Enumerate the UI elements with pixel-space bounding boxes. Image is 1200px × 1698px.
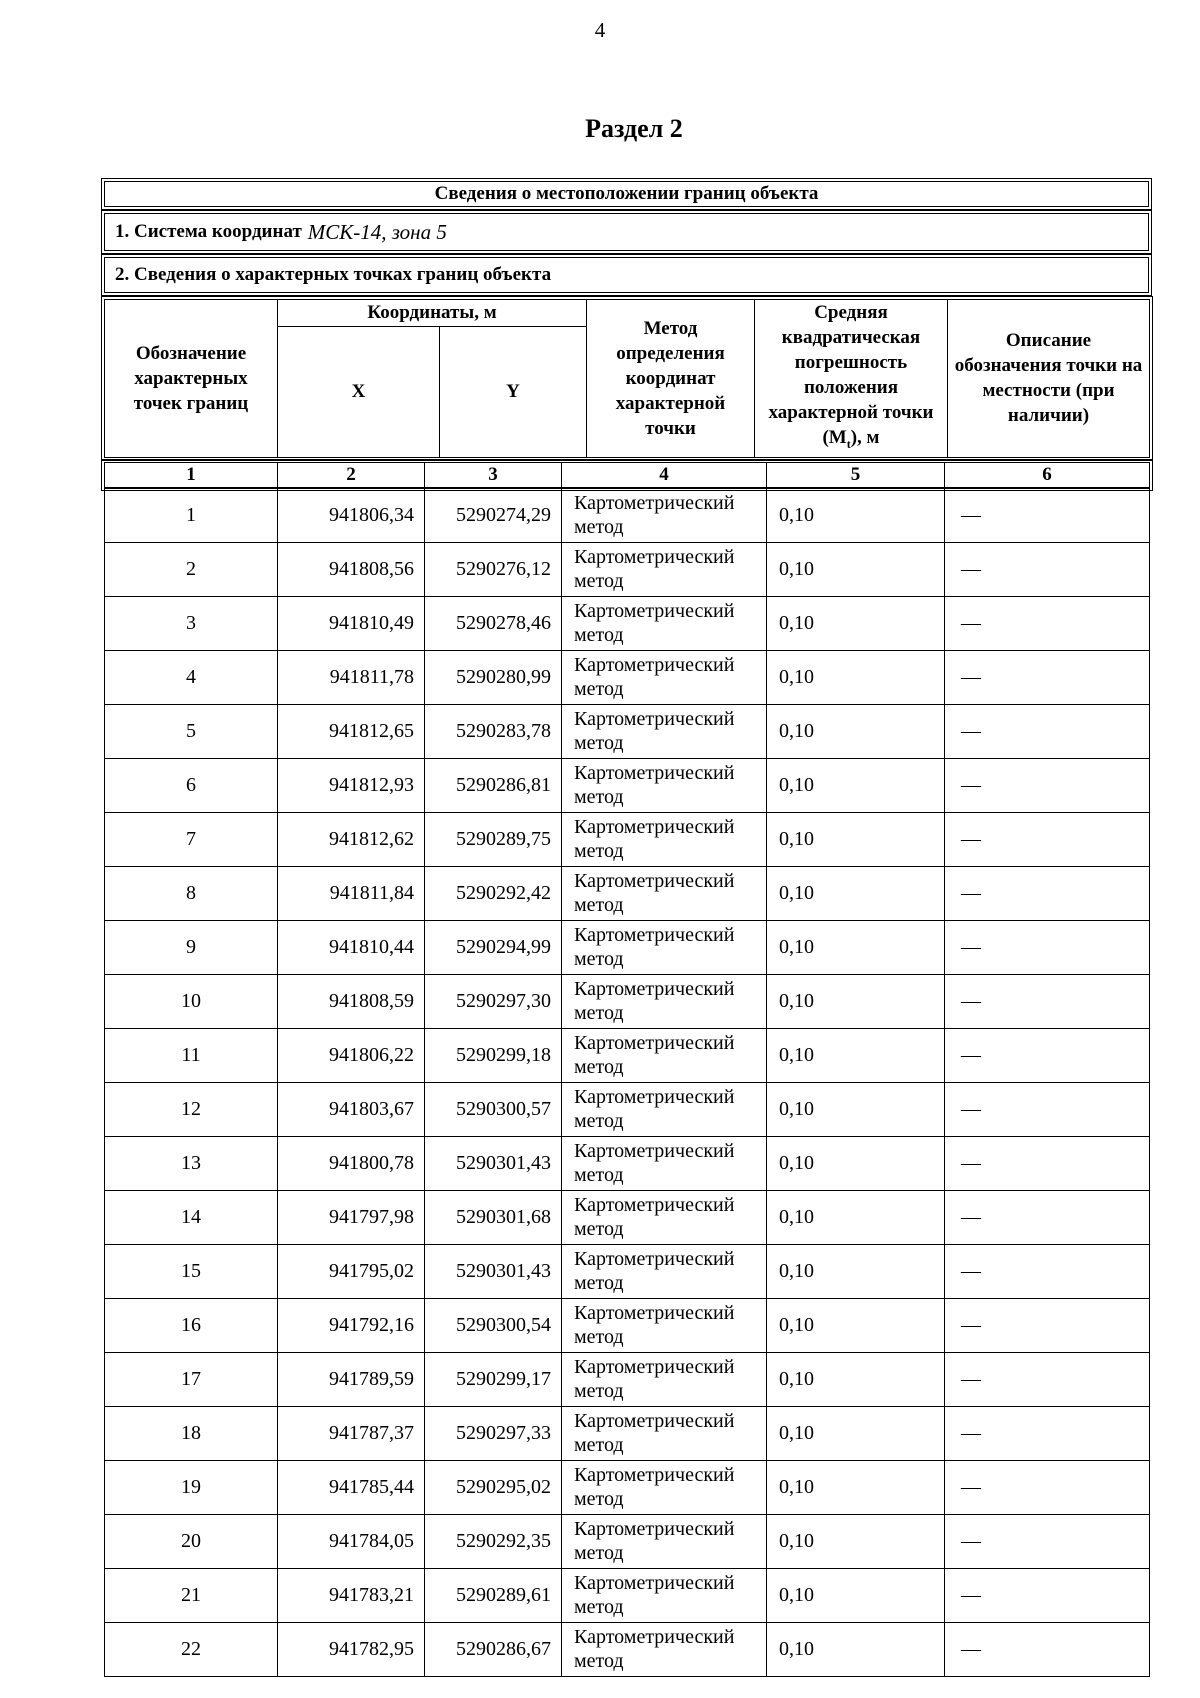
- section-title: Раздел 2: [585, 114, 683, 143]
- x-coordinate-cell: 941806,22: [278, 1028, 425, 1082]
- description-cell: —: [945, 1244, 1150, 1298]
- description-cell: —: [945, 1028, 1150, 1082]
- point-id-cell: 21: [105, 1568, 278, 1622]
- table-row: [105, 704, 1150, 758]
- column-number: 4: [562, 462, 767, 487]
- point-id-cell: 10: [105, 974, 278, 1028]
- x-coordinate-cell: 941803,67: [278, 1082, 425, 1136]
- error-cell: 0,10: [767, 1136, 945, 1190]
- y-coordinate-cell: 5290299,17: [425, 1352, 562, 1406]
- y-coordinate-cell: 5290289,75: [425, 812, 562, 866]
- error-cell: 0,10: [767, 596, 945, 650]
- point-id-cell: 19: [105, 1460, 278, 1514]
- x-coordinate-cell: 941782,95: [278, 1622, 425, 1676]
- description-cell: —: [945, 650, 1150, 704]
- point-id-cell: 17: [105, 1352, 278, 1406]
- method-cell: Картометрический метод: [562, 1190, 767, 1244]
- method-cell: Картометрический метод: [562, 1406, 767, 1460]
- table-row: [105, 1406, 1150, 1460]
- error-cell: 0,10: [767, 974, 945, 1028]
- description-cell: —: [945, 704, 1150, 758]
- method-cell: Картометрический метод: [562, 542, 767, 596]
- point-id-cell: 8: [105, 866, 278, 920]
- column-number: 5: [767, 462, 945, 487]
- method-cell: Картометрический метод: [562, 1568, 767, 1622]
- point-id-cell: 7: [105, 812, 278, 866]
- error-cell: 0,10: [767, 704, 945, 758]
- method-cell: Картометрический метод: [562, 1244, 767, 1298]
- point-id-cell: 20: [105, 1514, 278, 1568]
- method-cell: Картометрический метод: [562, 1622, 767, 1676]
- table-row: [105, 920, 1150, 974]
- x-coordinate-cell: 941787,37: [278, 1406, 425, 1460]
- table-row: [105, 1190, 1150, 1244]
- y-coordinate-cell: 5290286,81: [425, 758, 562, 812]
- method-cell: Картометрический метод: [562, 1298, 767, 1352]
- point-id-cell: 12: [105, 1082, 278, 1136]
- table-row: [105, 1028, 1150, 1082]
- method-cell: Картометрический метод: [562, 812, 767, 866]
- point-id-cell: 11: [105, 1028, 278, 1082]
- error-cell: 0,10: [767, 1352, 945, 1406]
- table-row: [105, 1082, 1150, 1136]
- page-number: 4: [594, 18, 606, 42]
- point-id-cell: 18: [105, 1406, 278, 1460]
- description-cell: —: [945, 1298, 1150, 1352]
- method-cell: Картометрический метод: [562, 1082, 767, 1136]
- method-cell: Картометрический метод: [562, 974, 767, 1028]
- header-x: X: [278, 326, 440, 457]
- point-id-cell: 22: [105, 1622, 278, 1676]
- x-coordinate-cell: 941812,65: [278, 704, 425, 758]
- x-coordinate-cell: 941789,59: [278, 1352, 425, 1406]
- error-cell: 0,10: [767, 812, 945, 866]
- error-cell: 0,10: [767, 1298, 945, 1352]
- header-error-text: Средняя квадратическая погрешность положения характерной точки (M: [768, 302, 934, 448]
- y-coordinate-cell: 5290300,57: [425, 1082, 562, 1136]
- points-title: 2. Сведения о характерных точках границ объекта: [104, 257, 1149, 293]
- table-row: [105, 1514, 1150, 1568]
- error-cell: 0,10: [767, 1028, 945, 1082]
- y-coordinate-cell: 5290292,35: [425, 1514, 562, 1568]
- y-coordinate-cell: 5290286,67: [425, 1622, 562, 1676]
- table-row: [105, 1298, 1150, 1352]
- method-cell: Картометрический метод: [562, 920, 767, 974]
- column-number: 6: [945, 462, 1150, 487]
- description-cell: —: [945, 542, 1150, 596]
- table-row: [105, 758, 1150, 812]
- y-coordinate-cell: 5290292,42: [425, 866, 562, 920]
- description-cell: —: [945, 920, 1150, 974]
- point-id-cell: 3: [105, 596, 278, 650]
- description-cell: —: [945, 866, 1150, 920]
- error-cell: 0,10: [767, 1082, 945, 1136]
- y-coordinate-cell: 5290297,30: [425, 974, 562, 1028]
- description-cell: —: [945, 758, 1150, 812]
- table-row: [105, 650, 1150, 704]
- error-cell: 0,10: [767, 1514, 945, 1568]
- error-cell: 0,10: [767, 758, 945, 812]
- error-cell: 0,10: [767, 1190, 945, 1244]
- error-cell: 0,10: [767, 1460, 945, 1514]
- y-coordinate-cell: 5290301,43: [425, 1136, 562, 1190]
- x-coordinate-cell: 941795,02: [278, 1244, 425, 1298]
- point-id-cell: 14: [105, 1190, 278, 1244]
- table-row: [105, 1244, 1150, 1298]
- coordinate-system-value: МСК-14, зона 5: [307, 219, 447, 244]
- error-cell: 0,10: [767, 650, 945, 704]
- description-cell: —: [945, 1406, 1150, 1460]
- column-number: 3: [425, 462, 562, 487]
- header-method: Метод определения координат характерной точки: [587, 300, 755, 458]
- header-y: Y: [440, 326, 587, 457]
- error-cell: 0,10: [767, 1568, 945, 1622]
- description-cell: —: [945, 1460, 1150, 1514]
- header-error-subscript: t: [846, 436, 851, 451]
- description-cell: —: [945, 1514, 1150, 1568]
- table-row: [105, 1568, 1150, 1622]
- error-cell: 0,10: [767, 1622, 945, 1676]
- table-row: [105, 596, 1150, 650]
- error-cell: 0,10: [767, 1244, 945, 1298]
- x-coordinate-cell: 941808,56: [278, 542, 425, 596]
- y-coordinate-cell: 5290283,78: [425, 704, 562, 758]
- description-cell: —: [945, 974, 1150, 1028]
- table-row: [105, 866, 1150, 920]
- table-row: [105, 1352, 1150, 1406]
- header-description: Описание обозначения точки на местности (при наличии): [948, 300, 1150, 458]
- x-coordinate-cell: 941792,16: [278, 1298, 425, 1352]
- method-cell: Картометрический метод: [562, 866, 767, 920]
- table-title: Сведения о местоположении границ объекта: [104, 181, 1149, 207]
- table-row: [105, 488, 1150, 542]
- description-cell: —: [945, 1568, 1150, 1622]
- method-cell: Картометрический метод: [562, 1352, 767, 1406]
- header-error-tail: ), м: [850, 427, 880, 448]
- description-cell: —: [945, 1190, 1150, 1244]
- x-coordinate-cell: 941811,84: [278, 866, 425, 920]
- x-coordinate-cell: 941800,78: [278, 1136, 425, 1190]
- column-number-row: [104, 462, 1150, 488]
- y-coordinate-cell: 5290300,54: [425, 1298, 562, 1352]
- method-cell: Картометрический метод: [562, 488, 767, 542]
- x-coordinate-cell: 941812,62: [278, 812, 425, 866]
- x-coordinate-cell: 941783,21: [278, 1568, 425, 1622]
- point-id-cell: 4: [105, 650, 278, 704]
- column-header-table: [104, 299, 1150, 458]
- error-cell: 0,10: [767, 542, 945, 596]
- point-id-cell: 9: [105, 920, 278, 974]
- x-coordinate-cell: 941797,98: [278, 1190, 425, 1244]
- x-coordinate-cell: 941808,59: [278, 974, 425, 1028]
- description-cell: —: [945, 488, 1150, 542]
- y-coordinate-cell: 5290289,61: [425, 1568, 562, 1622]
- description-cell: —: [945, 1352, 1150, 1406]
- method-cell: Картометрический метод: [562, 1460, 767, 1514]
- table-row: [105, 1136, 1150, 1190]
- x-coordinate-cell: 941784,05: [278, 1514, 425, 1568]
- y-coordinate-cell: 5290294,99: [425, 920, 562, 974]
- error-cell: 0,10: [767, 488, 945, 542]
- method-cell: Картометрический метод: [562, 1028, 767, 1082]
- x-coordinate-cell: 941785,44: [278, 1460, 425, 1514]
- header-designation: Обозначение характерных точек границ: [105, 300, 278, 458]
- column-number: 1: [105, 462, 278, 487]
- y-coordinate-cell: 5290297,33: [425, 1406, 562, 1460]
- point-id-cell: 1: [105, 488, 278, 542]
- description-cell: —: [945, 812, 1150, 866]
- x-coordinate-cell: 941812,93: [278, 758, 425, 812]
- error-cell: 0,10: [767, 920, 945, 974]
- description-cell: —: [945, 1082, 1150, 1136]
- y-coordinate-cell: 5290274,29: [425, 488, 562, 542]
- table-row: [105, 812, 1150, 866]
- x-coordinate-cell: 941806,34: [278, 488, 425, 542]
- error-cell: 0,10: [767, 866, 945, 920]
- table-row: [105, 1460, 1150, 1514]
- table-row: [105, 1622, 1150, 1676]
- point-id-cell: 13: [105, 1136, 278, 1190]
- x-coordinate-cell: 941810,44: [278, 920, 425, 974]
- x-coordinate-cell: 941810,49: [278, 596, 425, 650]
- column-number: 2: [278, 462, 425, 487]
- x-coordinate-cell: 941811,78: [278, 650, 425, 704]
- header-error: [755, 300, 948, 458]
- header-coordinates: Координаты, м: [278, 300, 587, 327]
- table-row: [105, 542, 1150, 596]
- points-table: [104, 488, 1150, 1677]
- y-coordinate-cell: 5290280,99: [425, 650, 562, 704]
- points-table-body: [105, 488, 1150, 1676]
- description-cell: —: [945, 596, 1150, 650]
- description-cell: —: [945, 1622, 1150, 1676]
- coordinate-system-label: 1. Система координат: [115, 221, 302, 242]
- error-cell: 0,10: [767, 1406, 945, 1460]
- method-cell: Картометрический метод: [562, 758, 767, 812]
- y-coordinate-cell: 5290295,02: [425, 1460, 562, 1514]
- y-coordinate-cell: 5290301,68: [425, 1190, 562, 1244]
- method-cell: Картометрический метод: [562, 1136, 767, 1190]
- boundary-info-table: [104, 181, 1149, 1677]
- point-id-cell: 6: [105, 758, 278, 812]
- description-cell: —: [945, 1136, 1150, 1190]
- point-id-cell: 5: [105, 704, 278, 758]
- y-coordinate-cell: 5290301,43: [425, 1244, 562, 1298]
- point-id-cell: 15: [105, 1244, 278, 1298]
- y-coordinate-cell: 5290299,18: [425, 1028, 562, 1082]
- method-cell: Картометрический метод: [562, 650, 767, 704]
- point-id-cell: 16: [105, 1298, 278, 1352]
- coordinate-system-row: [104, 213, 1149, 251]
- point-id-cell: 2: [105, 542, 278, 596]
- method-cell: Картометрический метод: [562, 704, 767, 758]
- method-cell: Картометрический метод: [562, 1514, 767, 1568]
- y-coordinate-cell: 5290276,12: [425, 542, 562, 596]
- method-cell: Картометрический метод: [562, 596, 767, 650]
- table-row: [105, 974, 1150, 1028]
- y-coordinate-cell: 5290278,46: [425, 596, 562, 650]
